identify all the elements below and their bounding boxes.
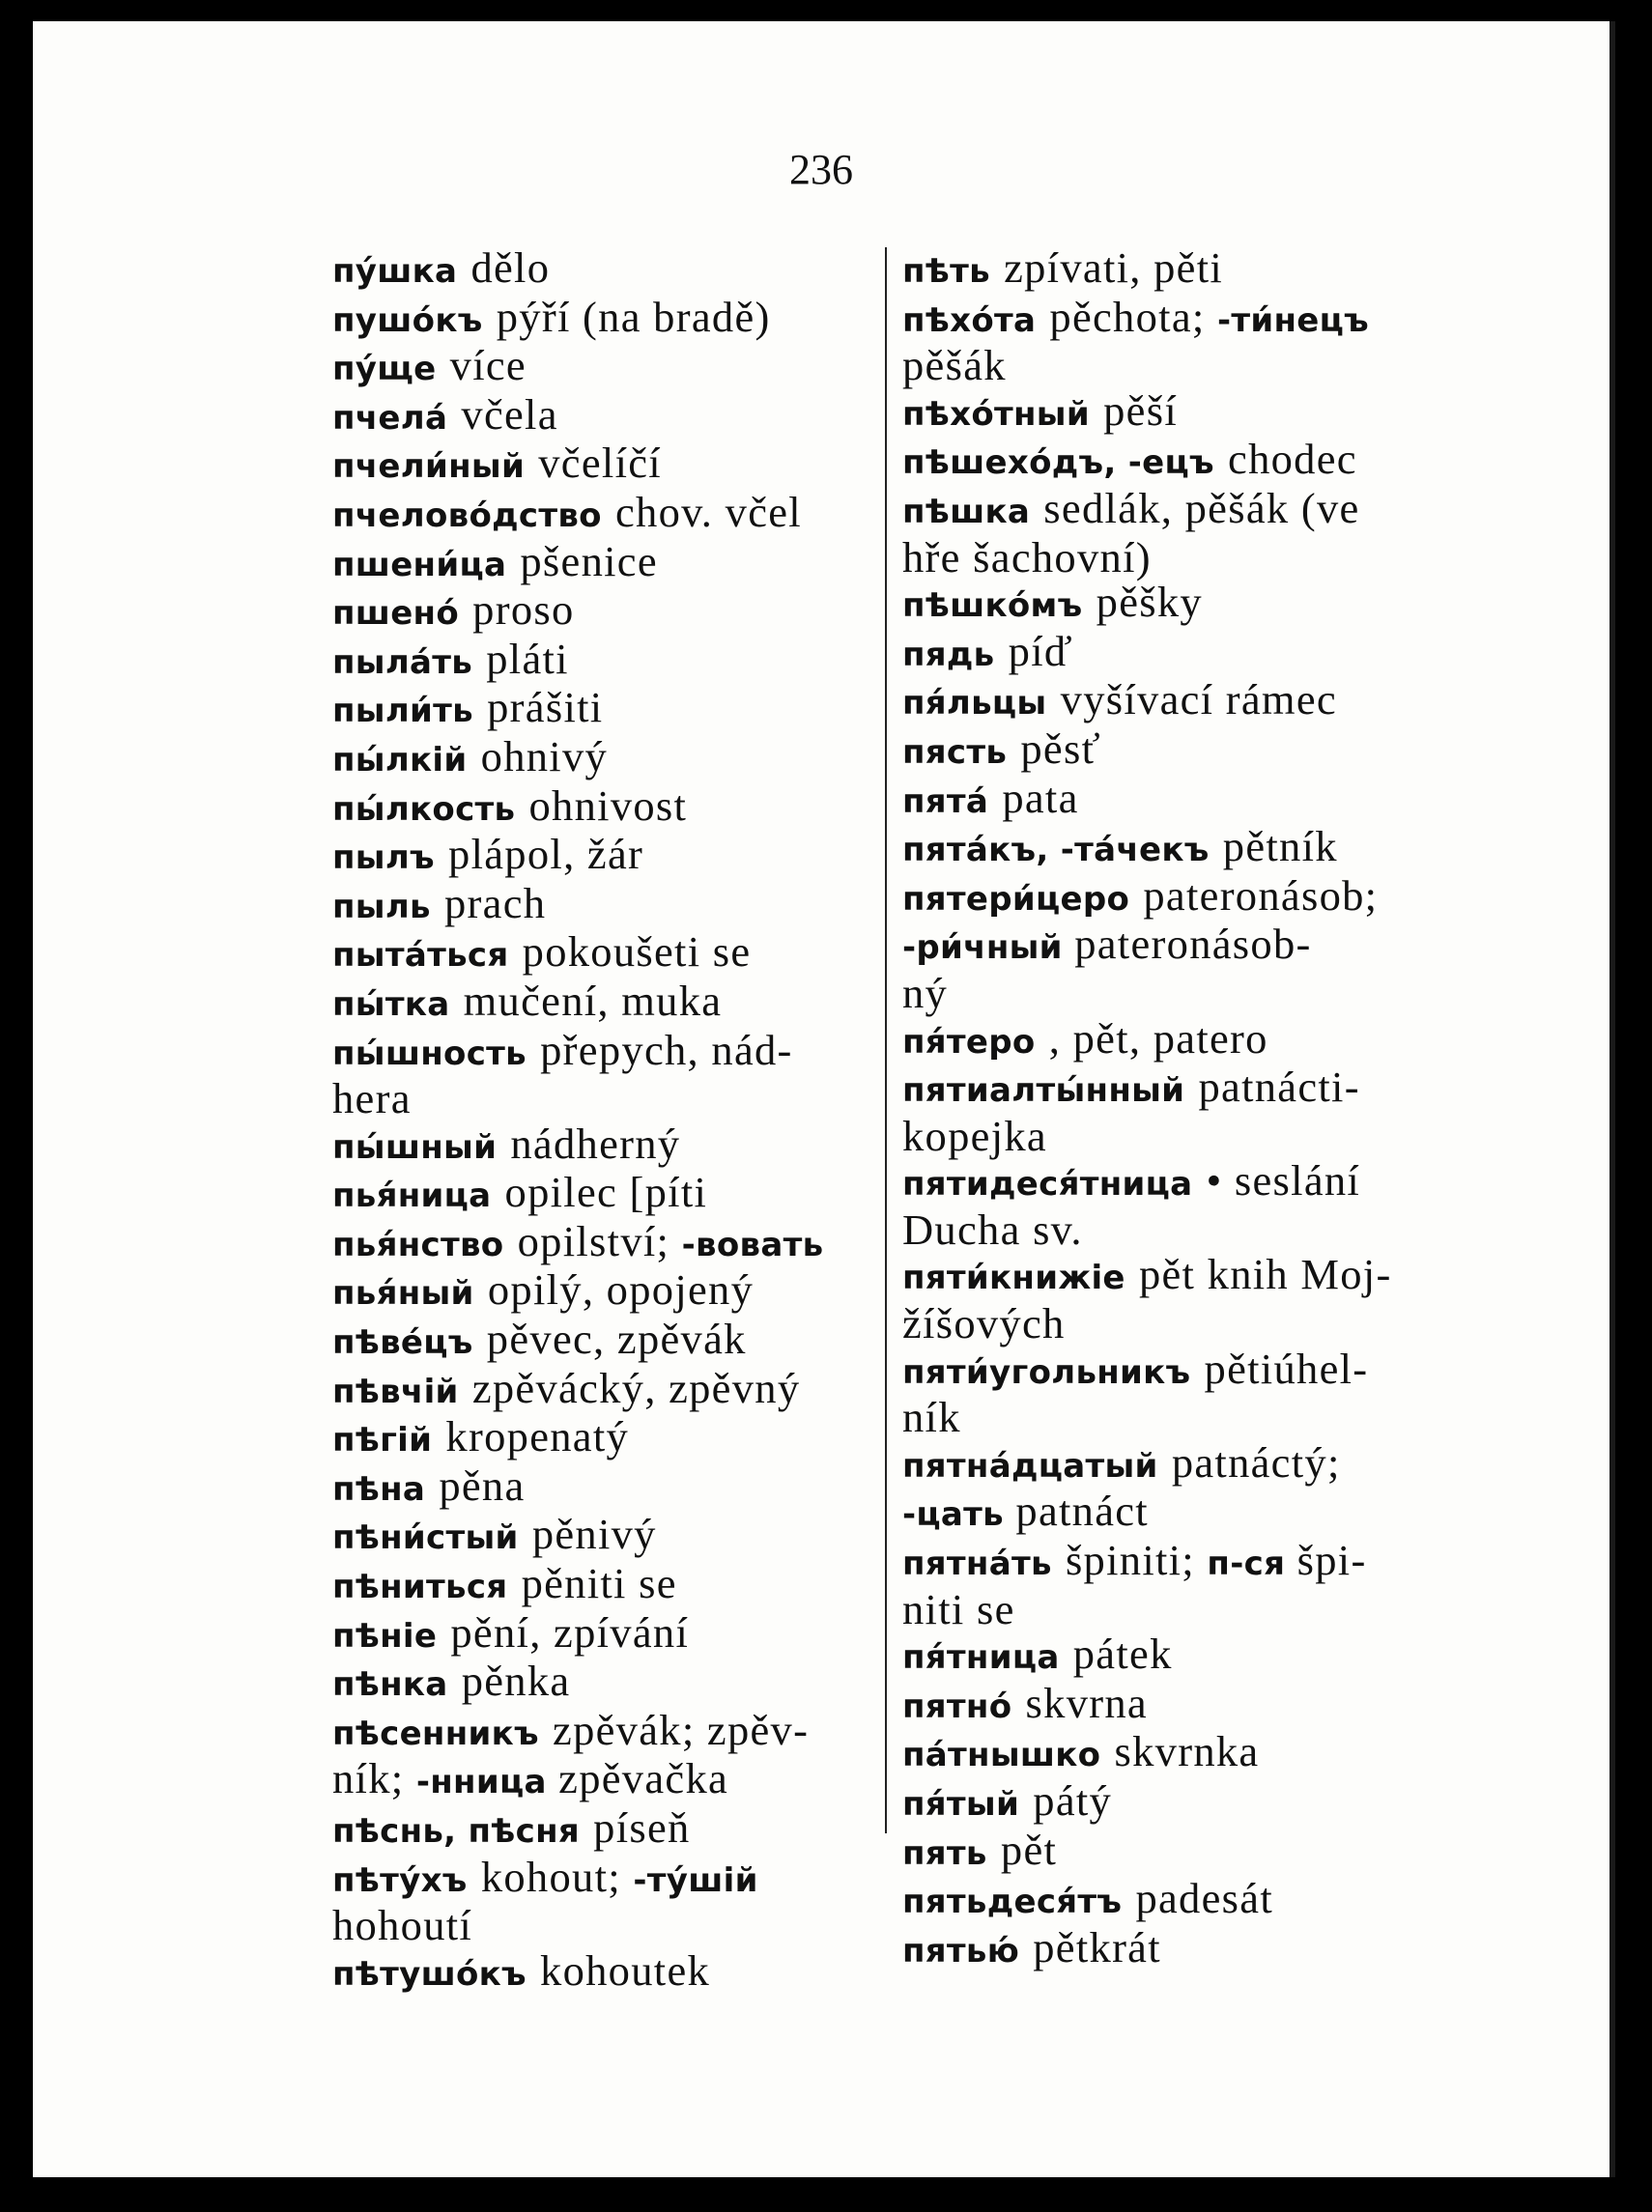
entry-subheadword: -вовать: [681, 1225, 824, 1264]
entry-continuation-text: pěšák: [902, 341, 1007, 390]
entry-translation: zpívati, pěti: [1004, 243, 1224, 292]
entry-headword: пясть: [902, 732, 1008, 772]
entry-translation: , pět, patero: [1048, 1013, 1268, 1063]
dictionary-entry: [332, 1705, 873, 1805]
dictionary-entry: [332, 440, 873, 490]
dictionary-entry: [902, 968, 1482, 1017]
dictionary-entry: [902, 723, 1482, 776]
entry-translation: pěnivý: [531, 1510, 657, 1559]
dictionary-entry: [332, 1025, 873, 1123]
entry-headword: пыли́ть: [332, 692, 473, 731]
entry-headword: пятью́: [902, 1931, 1020, 1971]
entry-continuation: [332, 1901, 873, 1950]
entry-translation: pěšky: [1096, 578, 1203, 627]
entry-headword: пяти́угольникъ: [902, 1352, 1191, 1392]
dictionary-entry: [902, 1678, 1482, 1730]
dictionary-entry: [902, 1825, 1482, 1877]
entry-translation: píď: [1008, 626, 1073, 675]
entry-headword: пѣшко́мъ: [902, 586, 1083, 626]
entry-translation: pětkrát: [1033, 1922, 1161, 1971]
entry-translation: skvrnka: [1114, 1727, 1260, 1776]
entry-continuation-text: kopejka: [902, 1111, 1047, 1160]
dictionary-entry: [332, 487, 873, 539]
entry-headword: пятиалты́нный: [902, 1071, 1185, 1111]
entry-headword: пчелово́дство: [332, 496, 602, 535]
entry-translation: kohout;: [480, 1852, 634, 1901]
dictionary-entry: [902, 1778, 1482, 1828]
dictionary-entry: [902, 483, 1482, 581]
entry-subheadword: -нница: [415, 1763, 547, 1802]
entry-headword: пятно́: [902, 1687, 1012, 1726]
dictionary-entry: [332, 731, 873, 783]
dictionary-entry: [332, 1121, 873, 1171]
entry-continuation-text: niti se: [902, 1584, 1015, 1633]
entry-headword: пята́къ, -та́чекъ: [902, 831, 1210, 870]
entry-headword: пшени́ца: [332, 545, 507, 584]
entry-continuation: [332, 1074, 873, 1123]
entry-translation: plápol, žár: [448, 830, 644, 879]
dictionary-entry: [332, 685, 873, 734]
entry-headword: пя́льцы: [902, 684, 1047, 723]
dictionary-entry: [332, 1363, 873, 1415]
entry-headword: пѣвчій: [332, 1372, 459, 1411]
dictionary-entry: [332, 780, 873, 833]
entry-headword: пята́: [902, 781, 989, 821]
dictionary-entry: [332, 634, 873, 686]
entry-continuation-text: ník;: [332, 1754, 416, 1803]
dictionary-entry: [332, 292, 873, 344]
entry-continuation: [332, 1754, 873, 1805]
entry-translation: zpěvák; zpěv-: [553, 1705, 810, 1754]
entry-continuation: [902, 1111, 1482, 1160]
dictionary-entry: [902, 1729, 1482, 1778]
entry-headword: пѣхо́та: [902, 300, 1037, 340]
entry-translation: pěší: [1103, 385, 1179, 435]
entry-headword: пу́шка: [332, 252, 458, 291]
dictionary-entry: [332, 1561, 873, 1610]
entry-translation: sedlák, pěšák (ve: [1043, 483, 1360, 532]
entry-headword: па́тнышко: [902, 1736, 1101, 1775]
entry-subheadword: п-ся: [1207, 1545, 1286, 1584]
dictionary-entry: [332, 389, 873, 441]
entry-continuation-text: žíšových: [902, 1299, 1066, 1348]
entry-translation: prach: [444, 878, 547, 927]
dictionary-entry: [902, 1437, 1482, 1538]
entry-continuation: [902, 1393, 1482, 1442]
entry-continuation-tail: pateronásob-: [1062, 920, 1312, 969]
entry-translation: pěsť: [1020, 723, 1101, 773]
entry-translation: patnáctý;: [1171, 1437, 1341, 1487]
entry-headword: пья́нство: [332, 1225, 504, 1264]
entry-headword: пылъ: [332, 838, 435, 878]
column-divider: [885, 247, 887, 1833]
dictionary-entry: [332, 978, 873, 1028]
entry-headword: пѣть: [902, 252, 990, 291]
entry-translation: pěchota;: [1049, 292, 1217, 341]
entry-headword: пы́лкій: [332, 740, 468, 780]
entry-headword: пыла́ть: [332, 642, 473, 682]
entry-headword: пя́тый: [902, 1785, 1020, 1824]
entry-continuation: [902, 968, 1482, 1017]
dictionary-entry: [332, 878, 873, 930]
entry-headword: пы́лкость: [332, 789, 516, 829]
entry-translation: opilý, opojený: [487, 1265, 755, 1315]
entry-headword: пыль: [332, 887, 431, 926]
entry-translation: chodec: [1228, 435, 1357, 484]
dictionary-entry: [332, 245, 873, 295]
entry-translation: včela: [461, 389, 558, 439]
dictionary-entry: [332, 1414, 873, 1463]
dictionary-entry: [902, 580, 1482, 629]
entry-continuation: [902, 1205, 1482, 1254]
dictionary-entry: [332, 929, 873, 978]
entry-continuation: [902, 1299, 1482, 1348]
entry-translation: pěnka: [461, 1657, 571, 1706]
entry-headword: пятидеся́тница: [902, 1165, 1193, 1205]
entry-translation: patnácti-: [1198, 1063, 1360, 1112]
dictionary-entry: [332, 1805, 873, 1855]
dictionary-entry: [902, 245, 1482, 295]
entry-translation: pláti: [486, 634, 569, 683]
dictionary-entry: [332, 343, 873, 392]
entry-translation: více: [449, 341, 527, 390]
entry-subheadword: -цать: [902, 1495, 1004, 1535]
dictionary-entry: [332, 536, 873, 588]
entry-headword: пѣве́цъ: [332, 1323, 473, 1363]
dictionary-entry: [902, 1252, 1482, 1346]
entry-headword: пядь: [902, 635, 995, 674]
dictionary-entry: [902, 1013, 1482, 1065]
entry-headword: пятна́дцатый: [902, 1446, 1158, 1486]
dictionary-entry: [902, 1344, 1482, 1442]
entry-headword: пѣшехо́дъ, -ецъ: [902, 443, 1214, 483]
entry-translation: ohnivost: [528, 780, 688, 830]
entry-translation: prášiti: [487, 683, 604, 732]
entry-headword: пы́шный: [332, 1127, 498, 1167]
dictionary-entry: [332, 1607, 873, 1659]
entry-translation: pět: [1000, 1825, 1058, 1874]
entry-translation: pátý: [1033, 1776, 1113, 1825]
entry-translation: přepych, nád-: [540, 1025, 793, 1074]
entry-translation: dělo: [470, 243, 551, 292]
entry-headword: пя́тница: [902, 1638, 1060, 1678]
entry-continuation-text: hře šachovní): [902, 532, 1152, 581]
entry-headword: пья́ница: [332, 1177, 492, 1216]
entry-translation: proso: [472, 585, 575, 635]
dictionary-page: [33, 21, 1615, 2177]
entry-translation: • seslání: [1206, 1156, 1361, 1205]
entry-translation: kohoutek: [540, 1945, 711, 1995]
entry-continuation-tail: zpěvačka: [546, 1754, 729, 1803]
entry-translation: nádherný: [510, 1119, 681, 1168]
entry-headword: пы́тка: [332, 984, 450, 1024]
entry-translation: pokoušeti se: [522, 927, 752, 977]
dictionary-entry: [332, 1659, 873, 1708]
dictionary-entry: [332, 1216, 873, 1268]
entry-headword: пѣхо́тный: [902, 394, 1090, 434]
entry-translation: pýří (na bradě): [496, 292, 771, 341]
entry-headword: пѣту́хъ: [332, 1860, 468, 1900]
dictionary-entry: [902, 1538, 1482, 1631]
entry-translation: zpěvácký, zpěvný: [471, 1363, 801, 1412]
dictionary-entry: [902, 824, 1482, 873]
entry-headword: пыта́ться: [332, 936, 509, 976]
entry-subheadword: -ту́шій: [633, 1860, 758, 1900]
entry-continuation-text: ník: [902, 1393, 961, 1442]
entry-headword: пѣшка: [902, 492, 1031, 531]
entry-translation: pateronásob;: [1143, 870, 1379, 920]
entry-translation: pěna: [439, 1460, 526, 1510]
entry-translation: pata: [1002, 773, 1079, 822]
entry-continuation-text: Ducha sv.: [902, 1205, 1083, 1254]
entry-headword: пя́теро: [902, 1022, 1036, 1062]
entry-headword: пять: [902, 1833, 987, 1873]
entry-headword: пѣнка: [332, 1665, 448, 1705]
entry-headword: пѣна: [332, 1469, 426, 1509]
entry-continuation-text: hera: [332, 1074, 412, 1123]
right-column: [902, 245, 1482, 1973]
entry-continuation: [902, 341, 1482, 390]
dictionary-entry: [902, 773, 1482, 825]
entry-headword: пчела́: [332, 398, 448, 438]
entry-translation: mučení, muka: [463, 976, 723, 1025]
entry-translation: pění, zpívání: [450, 1607, 690, 1657]
entry-translation: pěniti se: [521, 1559, 677, 1608]
entry-continuation: [902, 1584, 1482, 1633]
entry-headword: пятьдеся́тъ: [902, 1883, 1123, 1922]
dictionary-entry: [902, 1064, 1482, 1158]
entry-translation: chov. včel: [614, 487, 802, 536]
entry-continuation: [902, 1487, 1482, 1538]
entry-headword: пчели́ный: [332, 447, 526, 487]
entry-subheadword: -ри́чный: [902, 928, 1063, 968]
entry-translation: pěvec, zpěvák: [486, 1315, 747, 1364]
dictionary-entry: [902, 870, 1482, 971]
entry-headword: пѣгій: [332, 1421, 433, 1460]
dictionary-entry: [332, 1852, 873, 1950]
entry-translation: pět knih Moj-: [1138, 1250, 1392, 1299]
dictionary-entry: [332, 1267, 873, 1317]
entry-translation: opilec [píti: [504, 1168, 708, 1217]
entry-translation: pětiúhel-: [1204, 1344, 1369, 1393]
entry-translation: kropenatý: [445, 1412, 630, 1461]
entry-headword: пы́шность: [332, 1034, 527, 1073]
dictionary-entry: [902, 1876, 1482, 1925]
entry-headword: пу́ще: [332, 350, 437, 389]
entry-translation: pátek: [1072, 1630, 1173, 1679]
entry-translation: pšenice: [520, 536, 658, 585]
entry-subheadword: -ти́нецъ: [1216, 300, 1370, 340]
entry-continuation-text: ný: [902, 968, 949, 1017]
dictionary-entry: [332, 832, 873, 881]
dictionary-entry: [332, 1460, 873, 1513]
entry-translation: skvrna: [1025, 1678, 1148, 1727]
dictionary-entry: [902, 677, 1482, 726]
entry-translation: pětník: [1222, 822, 1338, 871]
entry-continuation: [902, 532, 1482, 581]
dictionary-entry: [902, 437, 1482, 486]
entry-translation: opilství;: [517, 1216, 682, 1265]
entry-headword: пѣниться: [332, 1568, 508, 1607]
entry-headword: пѣснь, пѣсня: [332, 1812, 580, 1851]
dictionary-entry: [332, 1945, 873, 1998]
entry-headword: пушо́къ: [332, 300, 483, 340]
entry-translation: špiniti;: [1065, 1536, 1208, 1585]
entry-translation: vyšívací rámec: [1060, 675, 1337, 724]
dictionary-entry: [902, 1922, 1482, 1974]
entry-continuation-tail: patnáct: [1003, 1487, 1149, 1536]
dictionary-entry: [902, 1631, 1482, 1681]
entry-translation: ohnivý: [480, 731, 609, 780]
entry-translation: padesát: [1135, 1874, 1273, 1923]
dictionary-entry: [332, 1512, 873, 1561]
dictionary-entry: [902, 626, 1482, 678]
entry-headword: пшено́: [332, 594, 460, 634]
entry-headword: пья́ный: [332, 1274, 474, 1314]
entry-headword: пятна́ть: [902, 1545, 1052, 1584]
dictionary-entry: [902, 292, 1482, 390]
entry-translation: včelíčí: [538, 439, 662, 488]
dictionary-entry: [332, 587, 873, 637]
entry-headword: пѣсенникъ: [332, 1714, 539, 1753]
dictionary-entry: [332, 1317, 873, 1366]
entry-translation: píseň: [593, 1803, 691, 1852]
dictionary-entry: [902, 385, 1482, 438]
entry-headword: пѣтушо́къ: [332, 1954, 527, 1994]
entry-headword: пятери́церо: [902, 879, 1130, 919]
page-number: 236: [789, 146, 853, 193]
entry-continuation: [902, 920, 1482, 971]
dictionary-entry: [902, 1158, 1482, 1252]
entry-headword: пяти́книжіе: [902, 1259, 1125, 1298]
left-column: [332, 245, 873, 1997]
entry-translation-tail: špi-: [1285, 1536, 1367, 1585]
entry-headword: пѣніе: [332, 1616, 438, 1656]
dictionary-entry: [332, 1170, 873, 1219]
entry-continuation-text: hohoutí: [332, 1901, 473, 1950]
entry-headword: пѣни́стый: [332, 1518, 519, 1558]
